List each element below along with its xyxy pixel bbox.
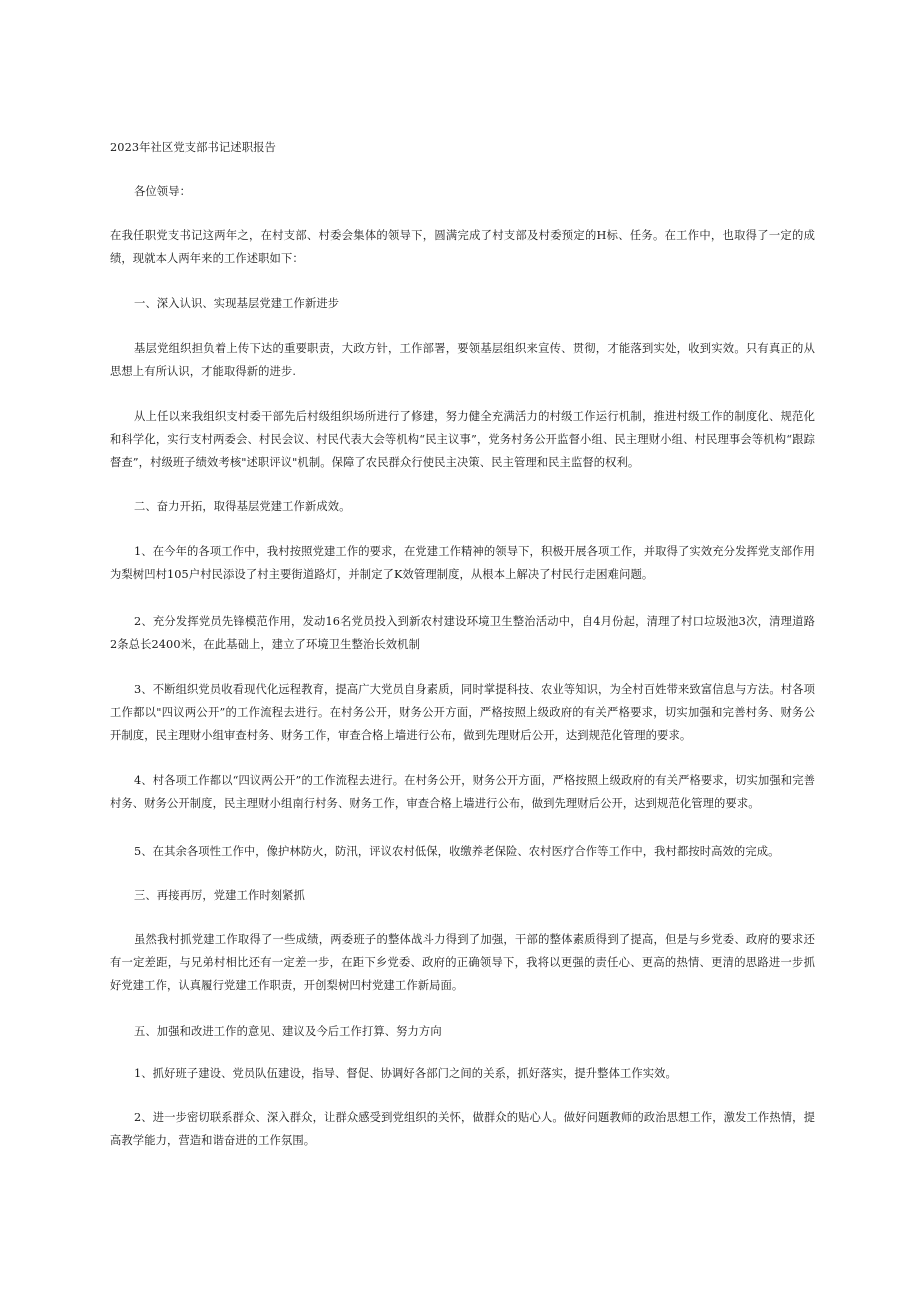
paragraph-2-2: 2、充分发挥党员先锋模范作用，发动16名党员投入到新农村建设环境卫生整治活动中，自4月份起，清理了村口垃圾池3次，清理道路2条总长2400米，在此基础上，建立了环境卫生整治长效机制: [110, 615, 815, 651]
paragraph-1-1: 基层党组织担负着上传下达的重要职责，大政方针，工作部署，要领基层组织来宣传、贯彻，才能落到实处，收到实效。只有真正的从思想上有所认识，才能取得新的进步.: [110, 342, 815, 378]
paragraph-5-1: 1、抓好班子建设、党员队伍建设，指导、督促、协调好各部门之间的关系，抓好落实，提升整体工作实效。: [134, 1067, 677, 1080]
paragraph-5-2: 2、进一步密切联系群众、深入群众，让群众感受到党组织的关怀，做群众的贴心人。做好问题教师的政治思想工作，激发工作热情，提高教学能力，营造和谐奋进的工作氛围。: [110, 1111, 815, 1147]
section-heading-3: 三、再接再厉，党建工作时刻紧抓: [134, 889, 305, 902]
paragraph-2-5: 5、在其余各项性工作中，像护林防火，防汛，评议农村低保，收缴养老保险、农村医疗合作等工作中，我村都按时高效的完成。: [134, 845, 780, 858]
paragraph-2-4: 4、村各项工作都以“四议两公开”的工作流程去进行。在村务公开，财务公开方面，严格按照上级政府的有关严格要求，切实加强和完善村务、财务公开制度，民主理财小组南行村务、财务工作，审查合格上墙进行公布，做到先理财后公开，达到规范化管理的要求。: [110, 774, 815, 810]
paragraph-3-1: 虽然我村抓党建工作取得了一些成绩，两委班子的整体战斗力得到了加强，干部的整体素质得到了提高，但是与乡党委、政府的要求还有一定差距，与兄弟村相比还有一定差一步，在距下乡党委、政府的正确领导下，我将以更强的责任心、更高的热情、更清的思路进一步抓好党建工作，认真履行党建工作职责，开创梨树凹村党建工作新局面。: [110, 933, 815, 992]
paragraph-1-2: 从上任以来我组织支村委干部先后村级组织场所进行了修建，努力健全充满活力的村级工作运行机制，推进村级工作的制度化、规范化和科学化，实行支村两委会、村民会议、村民代表大会等机构“民主议事”，党务村务公开监督小组、民主理财小组、村民理事会等机构“跟踪督查”，村级班子绩效考核"述职评议"机制。保障了农民群众行使民主决策、民主管理和民主监督的权利。: [110, 410, 815, 469]
salutation: 各位领导：: [134, 185, 191, 198]
section-heading-1: 一、深入认识、实现基层党建工作新进步: [134, 297, 340, 310]
paragraph-2-3: 3、不断组织党员收看现代化远程教育，提高广大党员自身素质，同时掌提科技、农业等知识，为全村百姓带来致富信息与方法。村各项工作都以"四议两公开”的工作流程去进行。在村务公开，财务公开方面，严格按照上级政府的有关严格要求，切实加强和完善村务、财务公开制度，民主理财小组审查村务、财务工作，审查合格上墙进行公布，做到先理财后公开，达到规范化管理的要求。: [110, 683, 815, 742]
document-title: 2023年社区党支部书记述职报告: [110, 141, 276, 154]
paragraph-intro: 在我任职党支书记这两年之，在村支部、村委会集体的领导下，圆满完成了村支部及村委预定的H标、任务。在工作中，也取得了一定的成绩，现就本人两年来的工作述职如下：: [110, 229, 815, 265]
paragraph-2-1: 1、在今年的各项工作中，我村按照党建工作的要求，在党建工作精神的领导下，积极开展各项工作，并取得了实效充分发挥党支部作用为梨树凹村105户村民添设了村主要街道路灯，并制定了K效管理制度，从根本上解决了村民行走困难问题。: [110, 545, 815, 581]
section-heading-2: 二、奋力开拓，取得基层党建工作新成效。: [134, 500, 351, 513]
section-heading-5: 五、加强和改进工作的意见、建议及今后工作打算、努力方向: [134, 1025, 442, 1038]
